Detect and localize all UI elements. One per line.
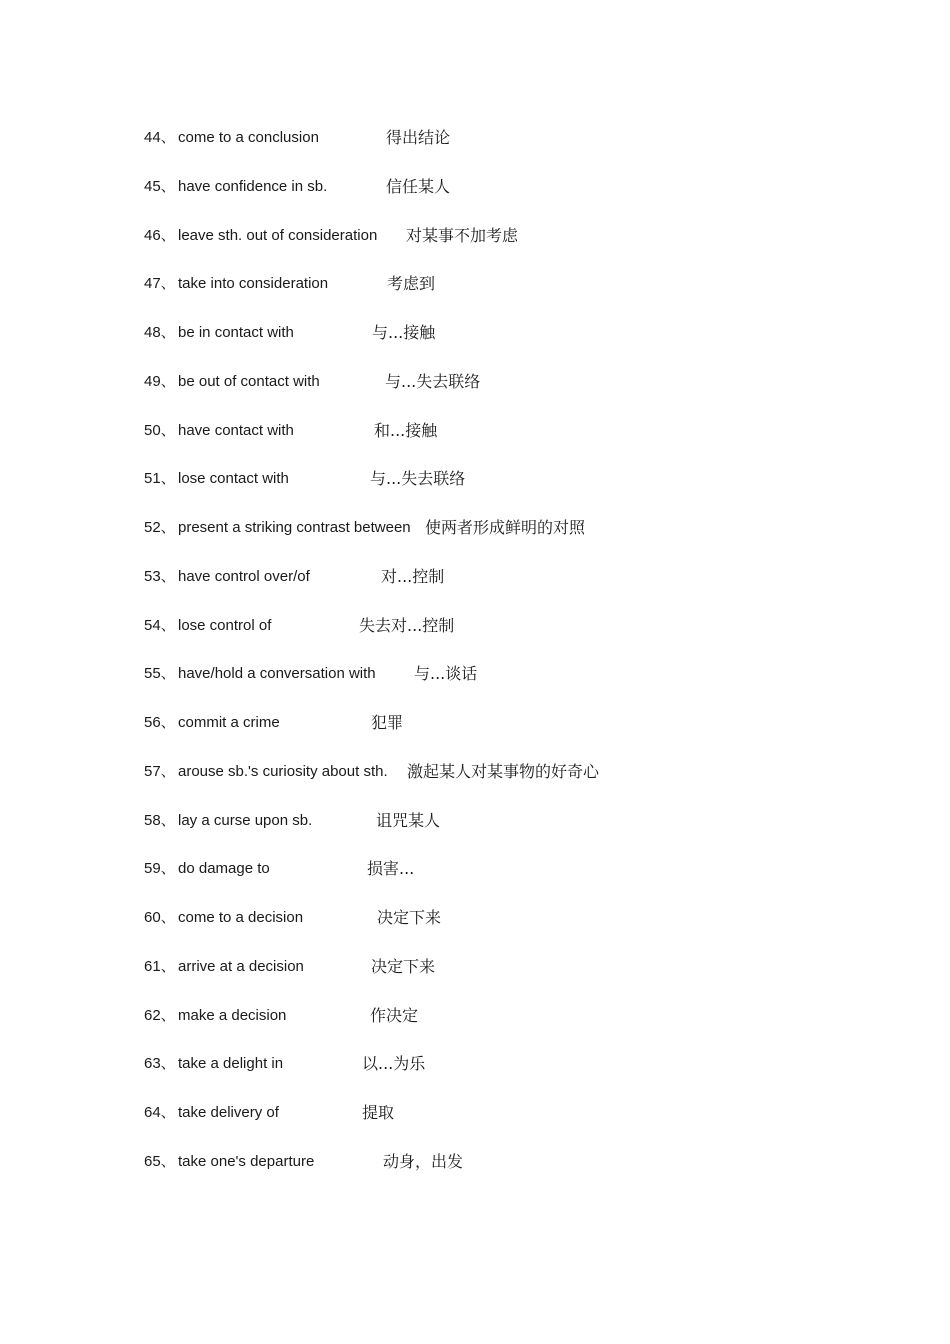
english-phrase: have/hold a conversation with (178, 665, 376, 682)
item-number: 51、 (144, 470, 176, 487)
english-phrase: leave sth. out of consideration (178, 227, 378, 244)
chinese-translation: 得出结论 (386, 128, 451, 147)
chinese-translation: 决定下来 (371, 957, 436, 976)
item-number: 57、 (144, 763, 176, 780)
english-phrase: do damage to (178, 860, 270, 877)
english-phrase: have contact with (178, 422, 294, 439)
chinese-translation: 以...为乐 (362, 1054, 426, 1073)
item-number: 48、 (144, 324, 176, 341)
english-phrase: lose contact with (178, 470, 289, 487)
item-number: 60、 (144, 909, 176, 926)
chinese-translation: 对某事不加考虑 (406, 226, 519, 245)
chinese-translation: 犯罪 (371, 713, 404, 732)
item-number: 62、 (144, 1007, 176, 1024)
chinese-translation: 与...接触 (372, 323, 436, 342)
item-number: 58、 (144, 812, 176, 829)
chinese-translation: 激起某人对某事物的好奇心 (407, 762, 600, 781)
chinese-translation: 对...控制 (381, 567, 445, 586)
chinese-translation: 作决定 (370, 1006, 419, 1025)
item-number: 64、 (144, 1104, 176, 1121)
english-phrase: arouse sb.'s curiosity about sth. (178, 763, 388, 780)
item-number: 59、 (144, 860, 176, 877)
chinese-translation: 动身，出发 (383, 1152, 464, 1171)
chinese-translation: 与...谈话 (414, 664, 478, 683)
english-phrase: present a striking contrast between (178, 519, 411, 536)
english-phrase: lose control of (178, 617, 272, 634)
item-number: 52、 (144, 519, 176, 536)
item-number: 55、 (144, 665, 176, 682)
chinese-translation: 和...接触 (374, 421, 438, 440)
english-phrase: lay a curse upon sb. (178, 812, 313, 829)
english-phrase: take delivery of (178, 1104, 279, 1121)
english-phrase: take one's departure (178, 1153, 315, 1170)
chinese-translation: 失去对...控制 (359, 616, 455, 635)
english-phrase: have confidence in sb. (178, 178, 328, 195)
chinese-translation: 诅咒某人 (376, 811, 441, 830)
english-phrase: take a delight in (178, 1055, 284, 1072)
english-phrase: make a decision (178, 1007, 287, 1024)
chinese-translation: 与...失去联络 (370, 469, 466, 488)
item-number: 61、 (144, 958, 176, 975)
english-phrase: have control over/of (178, 568, 310, 585)
chinese-translation: 决定下来 (377, 908, 442, 927)
item-number: 65、 (144, 1153, 176, 1170)
item-number: 45、 (144, 178, 176, 195)
english-phrase: commit a crime (178, 714, 280, 731)
chinese-translation: 与...失去联络 (385, 372, 481, 391)
chinese-translation: 信任某人 (386, 177, 451, 196)
english-phrase: take into consideration (178, 275, 329, 292)
chinese-translation: 损害... (367, 859, 415, 878)
english-phrase: come to a conclusion (178, 129, 319, 146)
english-phrase: be in contact with (178, 324, 294, 341)
item-number: 49、 (144, 373, 176, 390)
item-number: 63、 (144, 1055, 176, 1072)
item-number: 47、 (144, 275, 176, 292)
english-phrase: arrive at a decision (178, 958, 304, 975)
item-number: 44、 (144, 129, 176, 146)
chinese-translation: 提取 (362, 1103, 395, 1122)
item-number: 46、 (144, 227, 176, 244)
item-number: 54、 (144, 617, 176, 634)
english-phrase: be out of contact with (178, 373, 320, 390)
item-number: 56、 (144, 714, 176, 731)
item-number: 53、 (144, 568, 176, 585)
chinese-translation: 考虑到 (387, 274, 436, 293)
english-phrase: come to a decision (178, 909, 304, 926)
item-number: 50、 (144, 422, 176, 439)
chinese-translation: 使两者形成鲜明的对照 (425, 518, 586, 537)
